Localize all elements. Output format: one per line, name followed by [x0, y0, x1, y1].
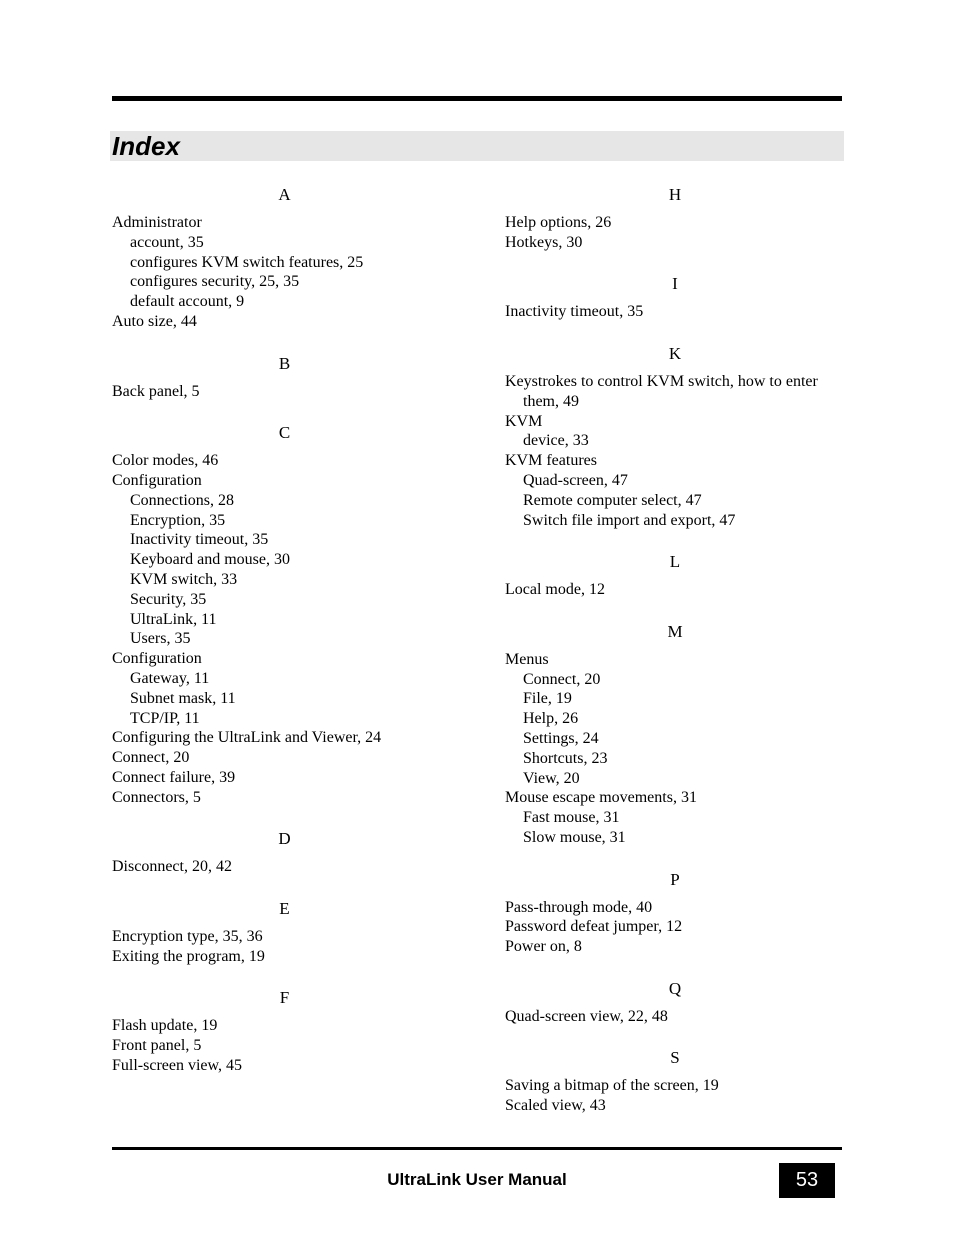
index-subentry: Inactivity timeout, 35	[130, 531, 269, 549]
section-letter: Q	[668, 978, 682, 998]
section-letter: L	[669, 552, 681, 572]
index-entry: Help options, 26	[505, 214, 612, 231]
index-subentry: Security, 35	[130, 590, 207, 608]
index-section	[112, 183, 457, 332]
index-entry: Color modes, 46	[112, 452, 219, 470]
index-entry: Front panel, 5	[112, 1037, 202, 1055]
index-column-left	[112, 183, 457, 1095]
index-subentry: Remote computer select, 47	[523, 491, 702, 509]
index-subentry: configures KVM switch features, 25	[130, 253, 364, 271]
index-entry: Connectors, 5	[112, 788, 201, 806]
index-section	[112, 352, 457, 402]
index-section	[112, 986, 457, 1075]
section-letter: I	[672, 274, 678, 294]
index-section	[505, 342, 845, 530]
index-subentry: Settings, 24	[523, 729, 599, 747]
index-subentry: Subnet mask, 11	[130, 689, 236, 707]
index-subentry: Users, 35	[130, 630, 191, 648]
index-entry: Flash update, 19	[112, 1017, 218, 1035]
index-entry: Configuring the UltraLink and Viewer, 24	[112, 729, 382, 747]
index-subentry: Gateway, 11	[130, 669, 210, 687]
index-entry: Administrator	[112, 214, 202, 231]
index-subentry: Keyboard and mouse, 30	[130, 551, 290, 569]
index-subentry: configures security, 25, 35	[130, 273, 300, 291]
index-entry: Configuration	[112, 471, 202, 489]
index-subentry: Slow mouse, 31	[523, 828, 626, 846]
index-section	[505, 977, 845, 1027]
index-subentry: TCP/IP, 11	[130, 709, 200, 727]
index-section	[505, 1046, 845, 1116]
page-title: Index	[112, 131, 180, 161]
section-letter: M	[667, 621, 683, 641]
index-entry: Hotkeys, 30	[505, 233, 583, 251]
index-section	[112, 421, 457, 807]
page-number: 53	[779, 1163, 835, 1198]
index-subentry: UltraLink, 11	[130, 610, 217, 628]
index-subentry: View, 20	[523, 769, 580, 787]
index-entry: Back panel, 5	[112, 382, 200, 400]
index-subentry: Encryption, 35	[130, 511, 226, 529]
section-letter: C	[278, 423, 291, 443]
index-entry: Connect failure, 39	[112, 768, 236, 786]
section-letter: F	[279, 988, 290, 1008]
index-column-right	[505, 183, 845, 1136]
index-subentry: Fast mouse, 31	[523, 809, 620, 827]
section-letter: H	[668, 185, 682, 204]
index-section	[112, 827, 457, 877]
index-entry: Keystrokes to control KVM switch, how to enter them, 49	[505, 372, 818, 410]
index-subentry: KVM switch, 33	[130, 570, 238, 588]
index-entry: Password defeat jumper, 12	[505, 918, 683, 936]
section-letter: P	[670, 869, 680, 889]
index-entry: Exiting the program, 19	[112, 947, 265, 965]
index-subentry: Shortcuts, 23	[523, 749, 608, 767]
index-subentry: Connections, 28	[130, 491, 234, 509]
index-entry: Full-screen view, 45	[112, 1056, 243, 1074]
index-section	[505, 272, 845, 322]
index-entry: KVM features	[505, 452, 597, 470]
index-entry: Power on, 8	[505, 938, 582, 956]
section-letter: B	[278, 353, 291, 373]
index-entry: Quad-screen view, 22, 48	[505, 1007, 668, 1025]
index-subentry: Connect, 20	[523, 670, 601, 688]
index-entry: Encryption type, 35, 36	[112, 927, 263, 945]
index-entry: Pass-through mode, 40	[505, 898, 653, 916]
index-subentry: device, 33	[523, 432, 589, 450]
title-bar	[110, 131, 844, 161]
index-entry: Saving a bitmap of the screen, 19	[505, 1077, 719, 1095]
index-section	[505, 620, 845, 848]
index-subentry: Switch file import and export, 47	[523, 511, 736, 529]
index-entry: KVM	[505, 412, 543, 430]
index-subentry: File, 19	[523, 690, 572, 708]
section-letter: A	[278, 185, 291, 204]
section-letter: S	[670, 1048, 680, 1068]
index-subentry: Help, 26	[523, 710, 579, 728]
index-entry: Mouse escape movements, 31	[505, 789, 697, 807]
index-entry: Auto size, 44	[112, 312, 197, 330]
index-entry: Local mode, 12	[505, 581, 605, 599]
index-subentry: default account, 9	[130, 293, 245, 311]
index-entry: Configuration	[112, 650, 202, 668]
index-entry: Disconnect, 20, 42	[112, 858, 232, 876]
index-subentry: Quad-screen, 47	[523, 471, 628, 489]
footer-manual-title: UltraLink User Manual	[387, 1170, 567, 1189]
index-section	[505, 183, 845, 253]
index-entry: Inactivity timeout, 35	[505, 303, 644, 321]
index-section	[505, 868, 845, 957]
index-entry: Menus	[505, 650, 549, 668]
section-letter: K	[668, 343, 682, 363]
index-section	[505, 550, 845, 600]
index-entry: Connect, 20	[112, 749, 190, 767]
index-entry: Scaled view, 43	[505, 1097, 606, 1115]
bottom-rule	[112, 1147, 842, 1150]
section-letter: D	[278, 829, 291, 849]
index-section	[112, 897, 457, 967]
top-rule	[112, 96, 842, 101]
index-subentry: account, 35	[130, 233, 204, 251]
section-letter: E	[279, 898, 290, 918]
